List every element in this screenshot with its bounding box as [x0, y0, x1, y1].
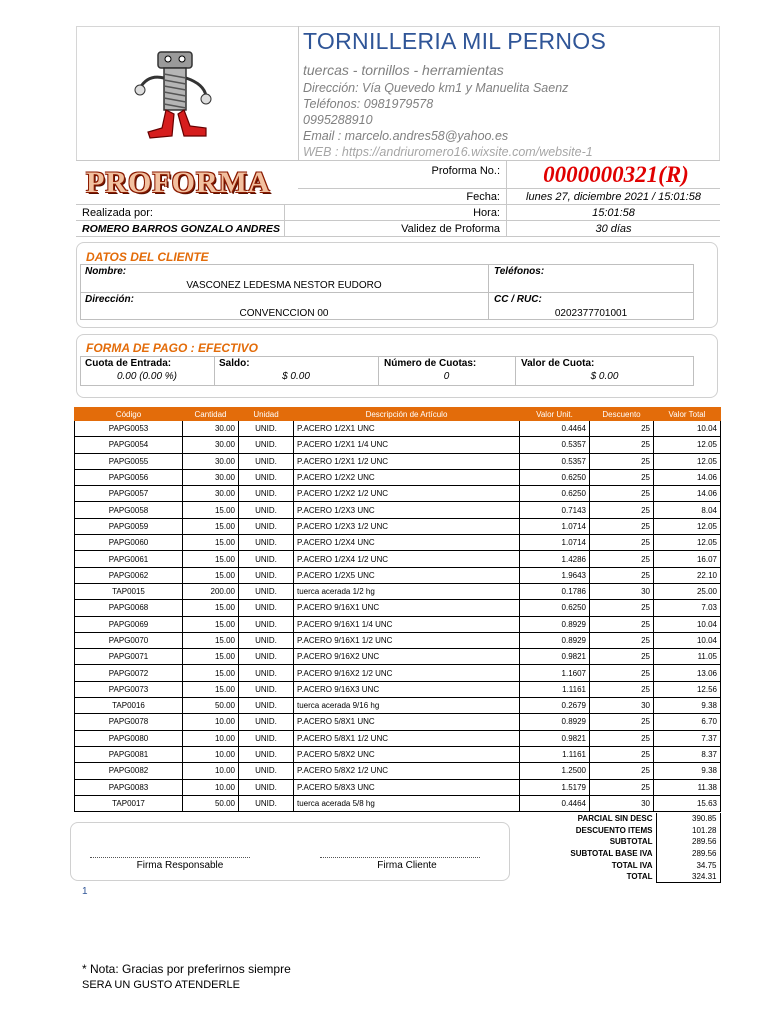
cell-valor-total: 11.38	[654, 779, 721, 795]
cell-cantidad: 200.00	[183, 583, 239, 599]
cell-descuento: 25	[590, 779, 654, 795]
cell-descripcion: P.ACERO 9/16X1 1/2 UNC	[294, 632, 520, 648]
cell-valor-unit: 1.0714	[520, 535, 590, 551]
cell-cantidad: 15.00	[183, 632, 239, 648]
proforma-title: PROFORMA	[86, 166, 271, 199]
table-row	[75, 616, 721, 632]
totals-value: 324.31	[656, 871, 720, 883]
totals-row	[520, 848, 720, 860]
totals-label: PARCIAL SIN DESC	[577, 814, 653, 824]
cell-valor-unit: 1.0714	[520, 518, 590, 534]
company-address: Dirección: Vía Quevedo km1 y Manuelita Saenz	[303, 81, 569, 95]
direccion-value: CONVENCCION 00	[239, 308, 329, 319]
realizada-label: Realizada por:	[82, 207, 153, 219]
cell-descuento: 30	[590, 795, 654, 811]
totals-value: 34.75	[656, 859, 720, 871]
table-row	[75, 795, 721, 811]
table-row	[75, 681, 721, 697]
cell-descripcion: P.ACERO 9/16X2 1/2 UNC	[294, 665, 520, 681]
cell-codigo: PAPG0069	[75, 616, 183, 632]
signature-label-responsable: Firma Responsable	[136, 860, 224, 871]
table-row	[75, 600, 721, 616]
col-header-codigo: Código	[75, 408, 183, 421]
cell-codigo: PAPG0073	[75, 681, 183, 697]
nombre-label: Nombre:	[85, 266, 127, 277]
table-row	[75, 649, 721, 665]
cell-valor-unit: 1.5179	[520, 779, 590, 795]
cell-descuento: 25	[590, 567, 654, 583]
fecha-value: lunes 27, diciembre 2021 / 15:01:58	[526, 191, 701, 203]
cell-descripcion: P.ACERO 9/16X1 1/4 UNC	[294, 616, 520, 632]
cell-unidad: UNID.	[239, 453, 294, 469]
cell-valor-unit: 1.1161	[520, 681, 590, 697]
cell-unidad: UNID.	[239, 518, 294, 534]
cell-descripcion: P.ACERO 5/8X2 1/2 UNC	[294, 763, 520, 779]
cell-valor-unit: 0.4464	[520, 421, 590, 437]
ruc-label: CC / RUC:	[494, 294, 542, 305]
cell-codigo: PAPG0072	[75, 665, 183, 681]
table-row	[75, 535, 721, 551]
cell-descuento: 25	[590, 551, 654, 567]
cell-valor-total: 12.05	[654, 518, 721, 534]
cell-valor-total: 12.05	[654, 535, 721, 551]
table-row	[75, 746, 721, 762]
cell-valor-unit: 0.9821	[520, 649, 590, 665]
cell-descripcion: tuerca acerada 1/2 hg	[294, 583, 520, 599]
cell-unidad: UNID.	[239, 535, 294, 551]
num-cuotas-value: 0	[443, 371, 450, 382]
cuota-entrada-value: 0.00 (0.00 %)	[116, 371, 178, 382]
cell-descuento: 25	[590, 469, 654, 485]
cell-cantidad: 10.00	[183, 746, 239, 762]
cell-valor-total: 14.06	[654, 469, 721, 485]
totals-value: 289.56	[656, 848, 720, 860]
company-tagline: tuercas - tornillos - herramientas	[303, 62, 504, 78]
cliente-row-divider	[80, 292, 694, 293]
realizada-por-value: ROMERO BARROS GONZALO ANDRES	[82, 223, 280, 235]
cell-unidad: UNID.	[239, 421, 294, 437]
ruc-value: 0202377701001	[554, 308, 628, 319]
cell-cantidad: 50.00	[183, 698, 239, 714]
cliente-section-title: DATOS DEL CLIENTE	[86, 250, 209, 264]
cell-cantidad: 15.00	[183, 567, 239, 583]
cell-valor-total: 9.38	[654, 763, 721, 779]
cell-descuento: 25	[590, 616, 654, 632]
row-divider	[76, 236, 720, 237]
cell-valor-unit: 0.7143	[520, 502, 590, 518]
cell-codigo: PAPG0081	[75, 746, 183, 762]
company-email: Email : marcelo.andres58@yahoo.es	[303, 129, 509, 143]
proforma-number: 0000000321(R)	[543, 162, 689, 187]
row-divider	[298, 188, 720, 189]
totals-table	[520, 813, 721, 883]
cell-unidad: UNID.	[239, 600, 294, 616]
cell-descripcion: P.ACERO 1/2X2 UNC	[294, 469, 520, 485]
cell-unidad: UNID.	[239, 486, 294, 502]
cell-codigo: TAP0015	[75, 583, 183, 599]
totals-row	[520, 836, 720, 848]
nombre-value: VASCONEZ LEDESMA NESTOR EUDORO	[186, 280, 382, 291]
table-row	[75, 437, 721, 453]
cell-cantidad: 10.00	[183, 779, 239, 795]
cell-descripcion: P.ACERO 1/2X5 UNC	[294, 567, 520, 583]
col-header-cantidad: Cantidad	[183, 408, 239, 421]
cell-valor-total: 15.63	[654, 795, 721, 811]
cell-cantidad: 15.00	[183, 649, 239, 665]
table-row	[75, 453, 721, 469]
cell-valor-total: 10.04	[654, 616, 721, 632]
cell-cantidad: 30.00	[183, 437, 239, 453]
cell-valor-unit: 1.1607	[520, 665, 590, 681]
row-divider	[76, 220, 720, 221]
cell-descripcion: P.ACERO 1/2X4 UNC	[294, 535, 520, 551]
cell-unidad: UNID.	[239, 649, 294, 665]
table-row	[75, 698, 721, 714]
cell-codigo: PAPG0062	[75, 567, 183, 583]
cell-valor-unit: 0.5357	[520, 453, 590, 469]
cell-descuento: 25	[590, 714, 654, 730]
cell-valor-unit: 0.8929	[520, 714, 590, 730]
cell-descripcion: P.ACERO 5/8X1 UNC	[294, 714, 520, 730]
cell-valor-unit: 0.2679	[520, 698, 590, 714]
cell-unidad: UNID.	[239, 567, 294, 583]
hora-value: 15:01:58	[592, 207, 635, 219]
signature-box	[70, 822, 510, 881]
totals-label: SUBTOTAL BASE IVA	[570, 849, 653, 859]
note-line-2: SERA UN GUSTO ATENDERLE	[82, 979, 240, 991]
cell-descripcion: P.ACERO 1/2X2 1/2 UNC	[294, 486, 520, 502]
col-divider	[284, 204, 285, 236]
cell-descuento: 25	[590, 681, 654, 697]
cell-valor-unit: 0.5357	[520, 437, 590, 453]
cell-descuento: 25	[590, 486, 654, 502]
cell-codigo: PAPG0071	[75, 649, 183, 665]
table-row	[75, 469, 721, 485]
col-header-valor-total: Valor Total	[654, 408, 721, 421]
table-row	[75, 567, 721, 583]
cell-codigo: PAPG0070	[75, 632, 183, 648]
fecha-label: Fecha:	[466, 191, 500, 203]
cell-descripcion: P.ACERO 9/16X1 UNC	[294, 600, 520, 616]
cell-cantidad: 15.00	[183, 535, 239, 551]
cell-codigo: PAPG0058	[75, 502, 183, 518]
cell-unidad: UNID.	[239, 583, 294, 599]
signature-line-responsable	[90, 857, 250, 858]
cell-valor-unit: 1.9643	[520, 567, 590, 583]
cell-descripcion: P.ACERO 9/16X2 UNC	[294, 649, 520, 665]
cell-valor-total: 16.07	[654, 551, 721, 567]
cell-descuento: 25	[590, 649, 654, 665]
company-name: TORNILLERIA MIL PERNOS	[303, 28, 607, 54]
cell-unidad: UNID.	[239, 730, 294, 746]
cell-descripcion: tuerca acerada 5/8 hg	[294, 795, 520, 811]
cell-descuento: 25	[590, 763, 654, 779]
cell-descuento: 25	[590, 665, 654, 681]
cell-valor-unit: 1.2500	[520, 763, 590, 779]
cell-cantidad: 30.00	[183, 421, 239, 437]
cell-valor-total: 13.06	[654, 665, 721, 681]
col-header-unidad: Unidad	[239, 408, 294, 421]
items-header-row	[75, 408, 721, 421]
cell-codigo: PAPG0082	[75, 763, 183, 779]
col-header-descripcion: Descripción de Artículo	[294, 408, 520, 421]
col-header-descuento: Descuento	[590, 408, 654, 421]
cell-unidad: UNID.	[239, 779, 294, 795]
cell-valor-unit: 1.4286	[520, 551, 590, 567]
cell-descripcion: tuerca acerada 9/16 hg	[294, 698, 520, 714]
cell-valor-unit: 1.1161	[520, 746, 590, 762]
totals-row	[520, 813, 720, 825]
cell-valor-unit: 0.1786	[520, 583, 590, 599]
saldo-label: Saldo:	[219, 358, 250, 369]
cell-descripcion: P.ACERO 1/2X3 UNC	[294, 502, 520, 518]
totals-label: TOTAL	[626, 872, 653, 882]
cell-descuento: 25	[590, 632, 654, 648]
table-row	[75, 583, 721, 599]
cell-descripcion: P.ACERO 5/8X1 1/2 UNC	[294, 730, 520, 746]
cell-codigo: TAP0016	[75, 698, 183, 714]
cuota-entrada-label: Cuota de Entrada:	[85, 358, 172, 369]
totals-label: DESCUENTO ITEMS	[575, 825, 653, 835]
table-row	[75, 714, 721, 730]
cell-cantidad: 15.00	[183, 616, 239, 632]
company-phones: Teléfonos: 0981979578	[303, 97, 434, 111]
cell-valor-total: 8.04	[654, 502, 721, 518]
cell-descuento: 25	[590, 746, 654, 762]
totals-row	[520, 859, 720, 871]
cell-cantidad: 30.00	[183, 469, 239, 485]
cell-descuento: 25	[590, 502, 654, 518]
cell-descripcion: P.ACERO 1/2X1 1/4 UNC	[294, 437, 520, 453]
cell-valor-unit: 0.8929	[520, 632, 590, 648]
cell-descripcion: P.ACERO 5/8X3 UNC	[294, 779, 520, 795]
cell-codigo: PAPG0057	[75, 486, 183, 502]
cell-descuento: 25	[590, 600, 654, 616]
table-row	[75, 665, 721, 681]
validez-value: 30 días	[595, 223, 632, 235]
cell-codigo: PAPG0054	[75, 437, 183, 453]
cell-valor-total: 14.06	[654, 486, 721, 502]
note-line-1: * Nota: Gracias por preferirnos siempre	[82, 962, 291, 976]
cell-valor-total: 12.05	[654, 437, 721, 453]
table-row	[75, 730, 721, 746]
bolt-mascot-logo	[134, 44, 224, 144]
cell-unidad: UNID.	[239, 437, 294, 453]
validez-label: Validez de Proforma	[401, 223, 500, 235]
cell-unidad: UNID.	[239, 502, 294, 518]
cell-unidad: UNID.	[239, 632, 294, 648]
cell-cantidad: 10.00	[183, 763, 239, 779]
company-web: WEB : https://andriuromero16.wixsite.com/website-1	[303, 145, 593, 159]
totals-value: 390.85	[656, 813, 720, 825]
cell-unidad: UNID.	[239, 795, 294, 811]
cell-codigo: PAPG0059	[75, 518, 183, 534]
cell-unidad: UNID.	[239, 714, 294, 730]
cell-descuento: 25	[590, 421, 654, 437]
valor-cuota-label: Valor de Cuota:	[521, 358, 595, 369]
cell-unidad: UNID.	[239, 763, 294, 779]
cell-descuento: 25	[590, 518, 654, 534]
cell-descripcion: P.ACERO 1/2X3 1/2 UNC	[294, 518, 520, 534]
table-row	[75, 763, 721, 779]
items-table	[74, 407, 721, 812]
signature-line-cliente	[320, 857, 480, 858]
totals-value: 101.28	[656, 825, 720, 837]
table-row	[75, 518, 721, 534]
cell-descuento: 25	[590, 437, 654, 453]
cell-codigo: PAPG0055	[75, 453, 183, 469]
cell-unidad: UNID.	[239, 681, 294, 697]
cell-valor-total: 9.38	[654, 698, 721, 714]
cell-cantidad: 15.00	[183, 681, 239, 697]
table-row	[75, 779, 721, 795]
row-divider	[76, 160, 720, 161]
cell-codigo: PAPG0083	[75, 779, 183, 795]
cell-descuento: 25	[590, 730, 654, 746]
totals-value: 289.56	[656, 836, 720, 848]
cell-valor-total: 8.37	[654, 746, 721, 762]
cell-codigo: PAPG0078	[75, 714, 183, 730]
cell-codigo: PAPG0056	[75, 469, 183, 485]
cell-codigo: PAPG0061	[75, 551, 183, 567]
cell-descuento: 25	[590, 453, 654, 469]
cell-valor-unit: 0.6250	[520, 486, 590, 502]
valor-cuota-value: $ 0.00	[590, 371, 619, 382]
saldo-value: $ 0.00	[282, 371, 310, 382]
table-row	[75, 421, 721, 437]
cell-descripcion: P.ACERO 1/2X4 1/2 UNC	[294, 551, 520, 567]
cell-descripcion: P.ACERO 1/2X1 UNC	[294, 421, 520, 437]
cell-cantidad: 30.00	[183, 453, 239, 469]
cell-descuento: 25	[590, 535, 654, 551]
table-row	[75, 486, 721, 502]
pago-section-title: FORMA DE PAGO : EFECTIVO	[86, 341, 259, 355]
totals-label: SUBTOTAL	[609, 837, 653, 847]
cell-descripcion: P.ACERO 1/2X1 1/2 UNC	[294, 453, 520, 469]
proforma-number-label: Proforma No.:	[431, 165, 500, 177]
company-phone-2: 0995288910	[303, 113, 373, 127]
col-header-valor-unit: Valor Unit.	[520, 408, 590, 421]
cell-cantidad: 10.00	[183, 714, 239, 730]
cell-codigo: PAPG0053	[75, 421, 183, 437]
header-divider	[298, 26, 299, 160]
cell-valor-unit: 0.9821	[520, 730, 590, 746]
cell-cantidad: 30.00	[183, 486, 239, 502]
cell-descripcion: P.ACERO 5/8X2 UNC	[294, 746, 520, 762]
cell-unidad: UNID.	[239, 665, 294, 681]
cell-valor-total: 11.05	[654, 649, 721, 665]
cell-valor-total: 7.37	[654, 730, 721, 746]
totals-row	[520, 825, 720, 837]
cell-descripcion: P.ACERO 9/16X3 UNC	[294, 681, 520, 697]
cell-cantidad: 50.00	[183, 795, 239, 811]
direccion-label: Dirección:	[85, 294, 134, 305]
cell-unidad: UNID.	[239, 551, 294, 567]
cell-codigo: TAP0017	[75, 795, 183, 811]
cell-valor-unit: 0.6250	[520, 469, 590, 485]
cell-valor-total: 10.04	[654, 632, 721, 648]
cell-unidad: UNID.	[239, 469, 294, 485]
cell-valor-total: 10.04	[654, 421, 721, 437]
cell-valor-total: 6.70	[654, 714, 721, 730]
cell-cantidad: 10.00	[183, 730, 239, 746]
cell-cantidad: 15.00	[183, 518, 239, 534]
table-row	[75, 551, 721, 567]
signature-label-cliente: Firma Cliente	[377, 860, 437, 871]
cell-codigo: PAPG0080	[75, 730, 183, 746]
cell-cantidad: 15.00	[183, 665, 239, 681]
page-number: 1	[82, 886, 88, 897]
cell-valor-total: 25.00	[654, 583, 721, 599]
totals-row	[520, 871, 720, 883]
cell-cantidad: 15.00	[183, 551, 239, 567]
cell-cantidad: 15.00	[183, 502, 239, 518]
cell-valor-total: 12.56	[654, 681, 721, 697]
cell-valor-unit: 0.6250	[520, 600, 590, 616]
cell-valor-unit: 0.8929	[520, 616, 590, 632]
cell-valor-total: 7.03	[654, 600, 721, 616]
cell-codigo: PAPG0060	[75, 535, 183, 551]
cell-valor-total: 12.05	[654, 453, 721, 469]
num-cuotas-label: Número de Cuotas:	[384, 358, 477, 369]
cell-descuento: 30	[590, 698, 654, 714]
cell-descuento: 30	[590, 583, 654, 599]
cell-codigo: PAPG0068	[75, 600, 183, 616]
cell-cantidad: 15.00	[183, 600, 239, 616]
table-row	[75, 632, 721, 648]
telefonos-label: Teléfonos:	[494, 266, 545, 277]
cell-valor-total: 22.10	[654, 567, 721, 583]
cell-unidad: UNID.	[239, 698, 294, 714]
table-row	[75, 502, 721, 518]
row-divider	[76, 204, 720, 205]
cell-unidad: UNID.	[239, 616, 294, 632]
totals-label: TOTAL IVA	[611, 860, 653, 870]
hora-label: Hora:	[473, 207, 500, 219]
cell-unidad: UNID.	[239, 746, 294, 762]
cell-valor-unit: 0.4464	[520, 795, 590, 811]
